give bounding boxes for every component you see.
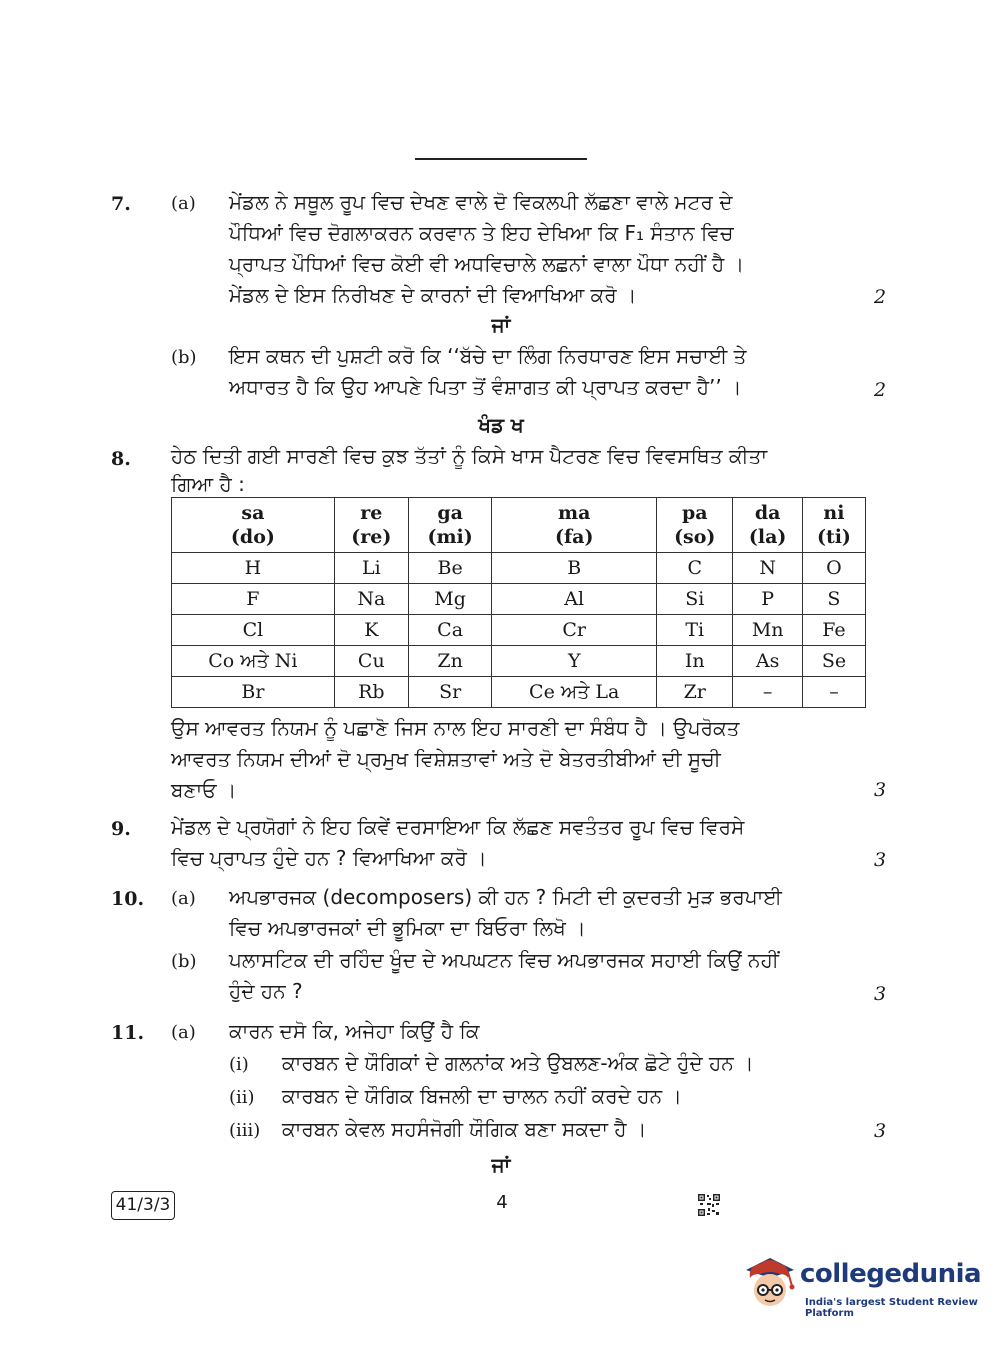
table-header-cell: sa (do) <box>172 498 335 553</box>
q10b-text <box>229 945 844 1007</box>
table-cell: Zr <box>657 677 733 708</box>
paper-code: 41/3/3 <box>111 1191 175 1220</box>
q7a-label: (a) <box>171 193 196 214</box>
table-header-cell: re (re) <box>334 498 408 553</box>
q11-number: 11. <box>111 1022 145 1044</box>
table-header-cell: ga (mi) <box>408 498 492 553</box>
q7a-line: ਪ੍ਰਾਪਤ ਪੌਧਿਆਂ ਵਿਚ ਕੋਈ ਵੀ ਅਧਵਿਚਾਲੇ ਲਛਨਾਂ ਵਾਲਾ ਪੌਧਾ ਨਹੀਂ ਹੈ । <box>229 252 745 276</box>
table-cell: Zn <box>408 646 492 677</box>
table-cell: Na <box>334 584 408 615</box>
table-cell: Al <box>492 584 657 615</box>
q8-after-line: ਬਣਾਓ । <box>171 778 237 802</box>
table-header-row <box>172 498 866 553</box>
table-cell: Fe <box>802 615 865 646</box>
top-rule <box>415 158 587 160</box>
q8-intro-line: ਹੇਠ ਦਿਤੀ ਗਈ ਸਾਰਣੀ ਵਿਚ ਕੁਝ ਤੱਤਾਂ ਨੂੰ ਕਿਸੇ ਖਾਸ ਪੈਟਰਣ ਵਿਚ ਵਿਵਸਥਿਤ ਕੀਤਾ <box>171 444 768 468</box>
q9-marks: 3 <box>874 849 887 871</box>
table-header-cell: ma (fa) <box>492 498 657 553</box>
q11a-label: (a) <box>171 1022 196 1043</box>
q7a-line: ਪੌਧਿਆਂ ਵਿਚ ਦੋਗਲਾਕਰਨ ਕਰਵਾਨ ਤੇ ਇਹ ਦੇਖਿਆ ਕਿ F₁ ਸੰਤਾਨ ਵਿਚ <box>229 221 734 245</box>
q9-number: 9. <box>111 818 131 840</box>
q7b-marks: 2 <box>874 379 887 401</box>
q11-item-label: (iii) <box>229 1120 261 1141</box>
q11-item-label: (ii) <box>229 1087 255 1108</box>
q11-item-text: ਕਾਰਬਨ ਦੇ ਯੌਗਿਕ ਬਿਜਲੀ ਦਾ ਚਾਲਨ ਨਹੀਂ ਕਰਦੇ ਹਨ । <box>282 1084 682 1108</box>
table-cell: Li <box>334 553 408 584</box>
q7-number: 7. <box>111 193 131 215</box>
q9-line: ਮੇਂਡਲ ਦੇ ਪ੍ਰਯੋਗਾਂ ਨੇ ਇਹ ਕਿਵੇਂ ਦਰਸਾਇਆ ਕਿ ਲੱਛਣ ਸਵਤੰਤਰ ਰੂਪ ਵਿਚ ਵਿਰਸੇ <box>171 815 745 839</box>
q8-after-line: ਉਸ ਆਵਰਤ ਨਿਯਮ ਨੂੰ ਪਛਾਣੋ ਜਿਸ ਨਾਲ ਇਹ ਸਾਰਣੀ ਦਾ ਸੰਬੰਧ ਹੈ । ਉਪਰੋਕਤ <box>171 716 740 740</box>
q7a-text <box>229 187 844 311</box>
q11-item-label: (i) <box>229 1054 249 1075</box>
q7a-line: ਮੇਂਡਲ ਨੇ ਸਥੂਲ ਰੂਪ ਵਿਚ ਦੇਖਣ ਵਾਲੇ ਦੋ ਵਿਕਲਪੀ ਲੱਛਣਾ ਵਾਲੇ ਮਟਰ ਦੇ <box>229 190 733 214</box>
q10a-line: ਵਿਚ ਅਪਭਾਰਜਕਾਂ ਦੀ ਭੂਮਿਕਾ ਦਾ ਬਿਓਰਾ ਲਿਖੋ । <box>229 916 586 940</box>
table-cell: C <box>657 553 733 584</box>
q11-item-text: ਕਾਰਬਨ ਕੇਵਲ ਸਹਸੰਜੋਗੀ ਯੌਗਿਕ ਬਣਾ ਸਕਦਾ ਹੈ । <box>282 1117 647 1141</box>
brand-tagline: India's largest Student Review Platform <box>805 1297 978 1319</box>
q10b-line: ਪਲਾਸਟਿਕ ਦੀ ਰਹਿੰਦ ਖੂੰਦ ਦੇ ਅਪਘਟਨ ਵਿਚ ਅਪਭਾਰਜਕ ਸਹਾਈ ਕਿਉਂ ਨਹੀਂ <box>229 948 779 972</box>
element-table <box>171 497 866 708</box>
q10-marks: 3 <box>874 983 887 1005</box>
table-cell: Ti <box>657 615 733 646</box>
table-header-cell: ni (ti) <box>802 498 865 553</box>
q10a-text <box>229 882 844 944</box>
table-cell: Y <box>492 646 657 677</box>
table-cell: Ca <box>408 615 492 646</box>
q10a-line: ਅਪਭਾਰਜਕ (decomposers) ਕੀ ਹਨ ? ਮਿਟੀ ਦੀ ਕੁਦਰਤੀ ਮੁੜ ਭਰਪਾਈ <box>229 885 782 909</box>
table-cell: Mn <box>733 615 802 646</box>
table-cell: Se <box>802 646 865 677</box>
table-cell: H <box>172 553 335 584</box>
q7b-line: ਅਧਾਰਤ ਹੈ ਕਿ ਉਹ ਆਪਣੇ ਪਿਤਾ ਤੋਂ ਵੰਸ਼ਾਗਤ ਕੀ ਪ੍ਰਾਪਤ ਕਰਦਾ ਹੈ’’ । <box>229 375 742 399</box>
table-cell: Sr <box>408 677 492 708</box>
table-row <box>172 646 866 677</box>
table-row <box>172 553 866 584</box>
table-cell: K <box>334 615 408 646</box>
table-cell: Br <box>172 677 335 708</box>
table-cell: In <box>657 646 733 677</box>
table-cell: Cu <box>334 646 408 677</box>
q8-number: 8. <box>111 448 131 470</box>
table-cell: Ce ਅਤੇ La <box>492 677 657 708</box>
q10-number: 10. <box>111 888 145 910</box>
q7b-text <box>229 341 844 403</box>
qr-code-icon <box>697 1193 721 1217</box>
table-row <box>172 615 866 646</box>
table-cell: B <box>492 553 657 584</box>
table-cell: Si <box>657 584 733 615</box>
q9-text <box>171 812 844 874</box>
table-cell: Co ਅਤੇ Ni <box>172 646 335 677</box>
table-cell: – <box>733 677 802 708</box>
table-cell: Be <box>408 553 492 584</box>
q8-intro <box>171 442 844 498</box>
page-number: 4 <box>496 1192 508 1213</box>
q7a-line: ਮੇਂਡਲ ਦੇ ਇਸ ਨਿਰੀਖਣ ਦੇ ਕਾਰਨਾਂ ਦੀ ਵਿਆਖਿਆ ਕਰੋ । <box>229 283 637 307</box>
q10b-line: ਹੁੰਦੇ ਹਨ ? <box>229 979 303 1003</box>
q11-marks: 3 <box>874 1120 887 1142</box>
table-cell: P <box>733 584 802 615</box>
table-cell: F <box>172 584 335 615</box>
q10b-label: (b) <box>171 951 197 972</box>
table-cell: – <box>802 677 865 708</box>
table-row <box>172 584 866 615</box>
table-cell: S <box>802 584 865 615</box>
q8-after-text <box>171 713 844 806</box>
table-header-cell: pa (so) <box>657 498 733 553</box>
table-cell: N <box>733 553 802 584</box>
q11a-text: ਕਾਰਨ ਦਸੋ ਕਿ, ਅਜੇਹਾ ਕਿਉਂ ਹੈ ਕਿ <box>229 1019 480 1043</box>
table-cell: Mg <box>408 584 492 615</box>
q10a-label: (a) <box>171 888 196 909</box>
q7b-line: ਇਸ ਕਥਨ ਦੀ ਪੁਸ਼ਟੀ ਕਰੋ ਕਿ ‘‘ਬੱਚੇ ਦਾ ਲਿੰਗ ਨਿਰਧਾਰਣ ਇਸ ਸਚਾਈ ਤੇ <box>229 344 747 368</box>
table-row <box>172 677 866 708</box>
q11-or: ਜਾਂ <box>491 1153 511 1177</box>
table-cell: Cr <box>492 615 657 646</box>
table-cell: O <box>802 553 865 584</box>
q7a-marks: 2 <box>874 286 887 308</box>
q8-after-line: ਆਵਰਤ ਨਿਯਮ ਦੀਆਂ ਦੋ ਪ੍ਰਮੁਖ ਵਿਸ਼ੇਸ਼ਤਾਵਾਂ ਅਤੇ ਦੋ ਬੇਤਰਤੀਬੀਆਂ ਦੀ ਸੂਚੀ <box>171 747 721 771</box>
q8-marks: 3 <box>874 779 887 801</box>
q7-or: ਜਾਂ <box>491 313 511 337</box>
q7b-label: (b) <box>171 347 197 368</box>
q11-item-text: ਕਾਰਬਨ ਦੇ ਯੌਗਿਕਾਂ ਦੇ ਗਲਨਾਂਕ ਅਤੇ ਉਬਲਣ-ਅੰਕ ਛੋਟੇ ਹੁੰਦੇ ਹਨ । <box>282 1051 754 1075</box>
table-cell: As <box>733 646 802 677</box>
collegedunia-mascot-icon <box>742 1252 798 1310</box>
table-cell: Rb <box>334 677 408 708</box>
table-header-cell: da (la) <box>733 498 802 553</box>
brand-name: collegedunia <box>800 1259 982 1289</box>
section-heading: ਖੰਡ ਖ <box>478 413 524 437</box>
q9-line: ਵਿਚ ਪ੍ਰਾਪਤ ਹੁੰਦੇ ਹਨ ? ਵਿਆਖਿਆ ਕਰੋ । <box>171 846 487 870</box>
q8-intro-line: ਗਿਆ ਹੈ : <box>171 472 245 496</box>
table-cell: Cl <box>172 615 335 646</box>
